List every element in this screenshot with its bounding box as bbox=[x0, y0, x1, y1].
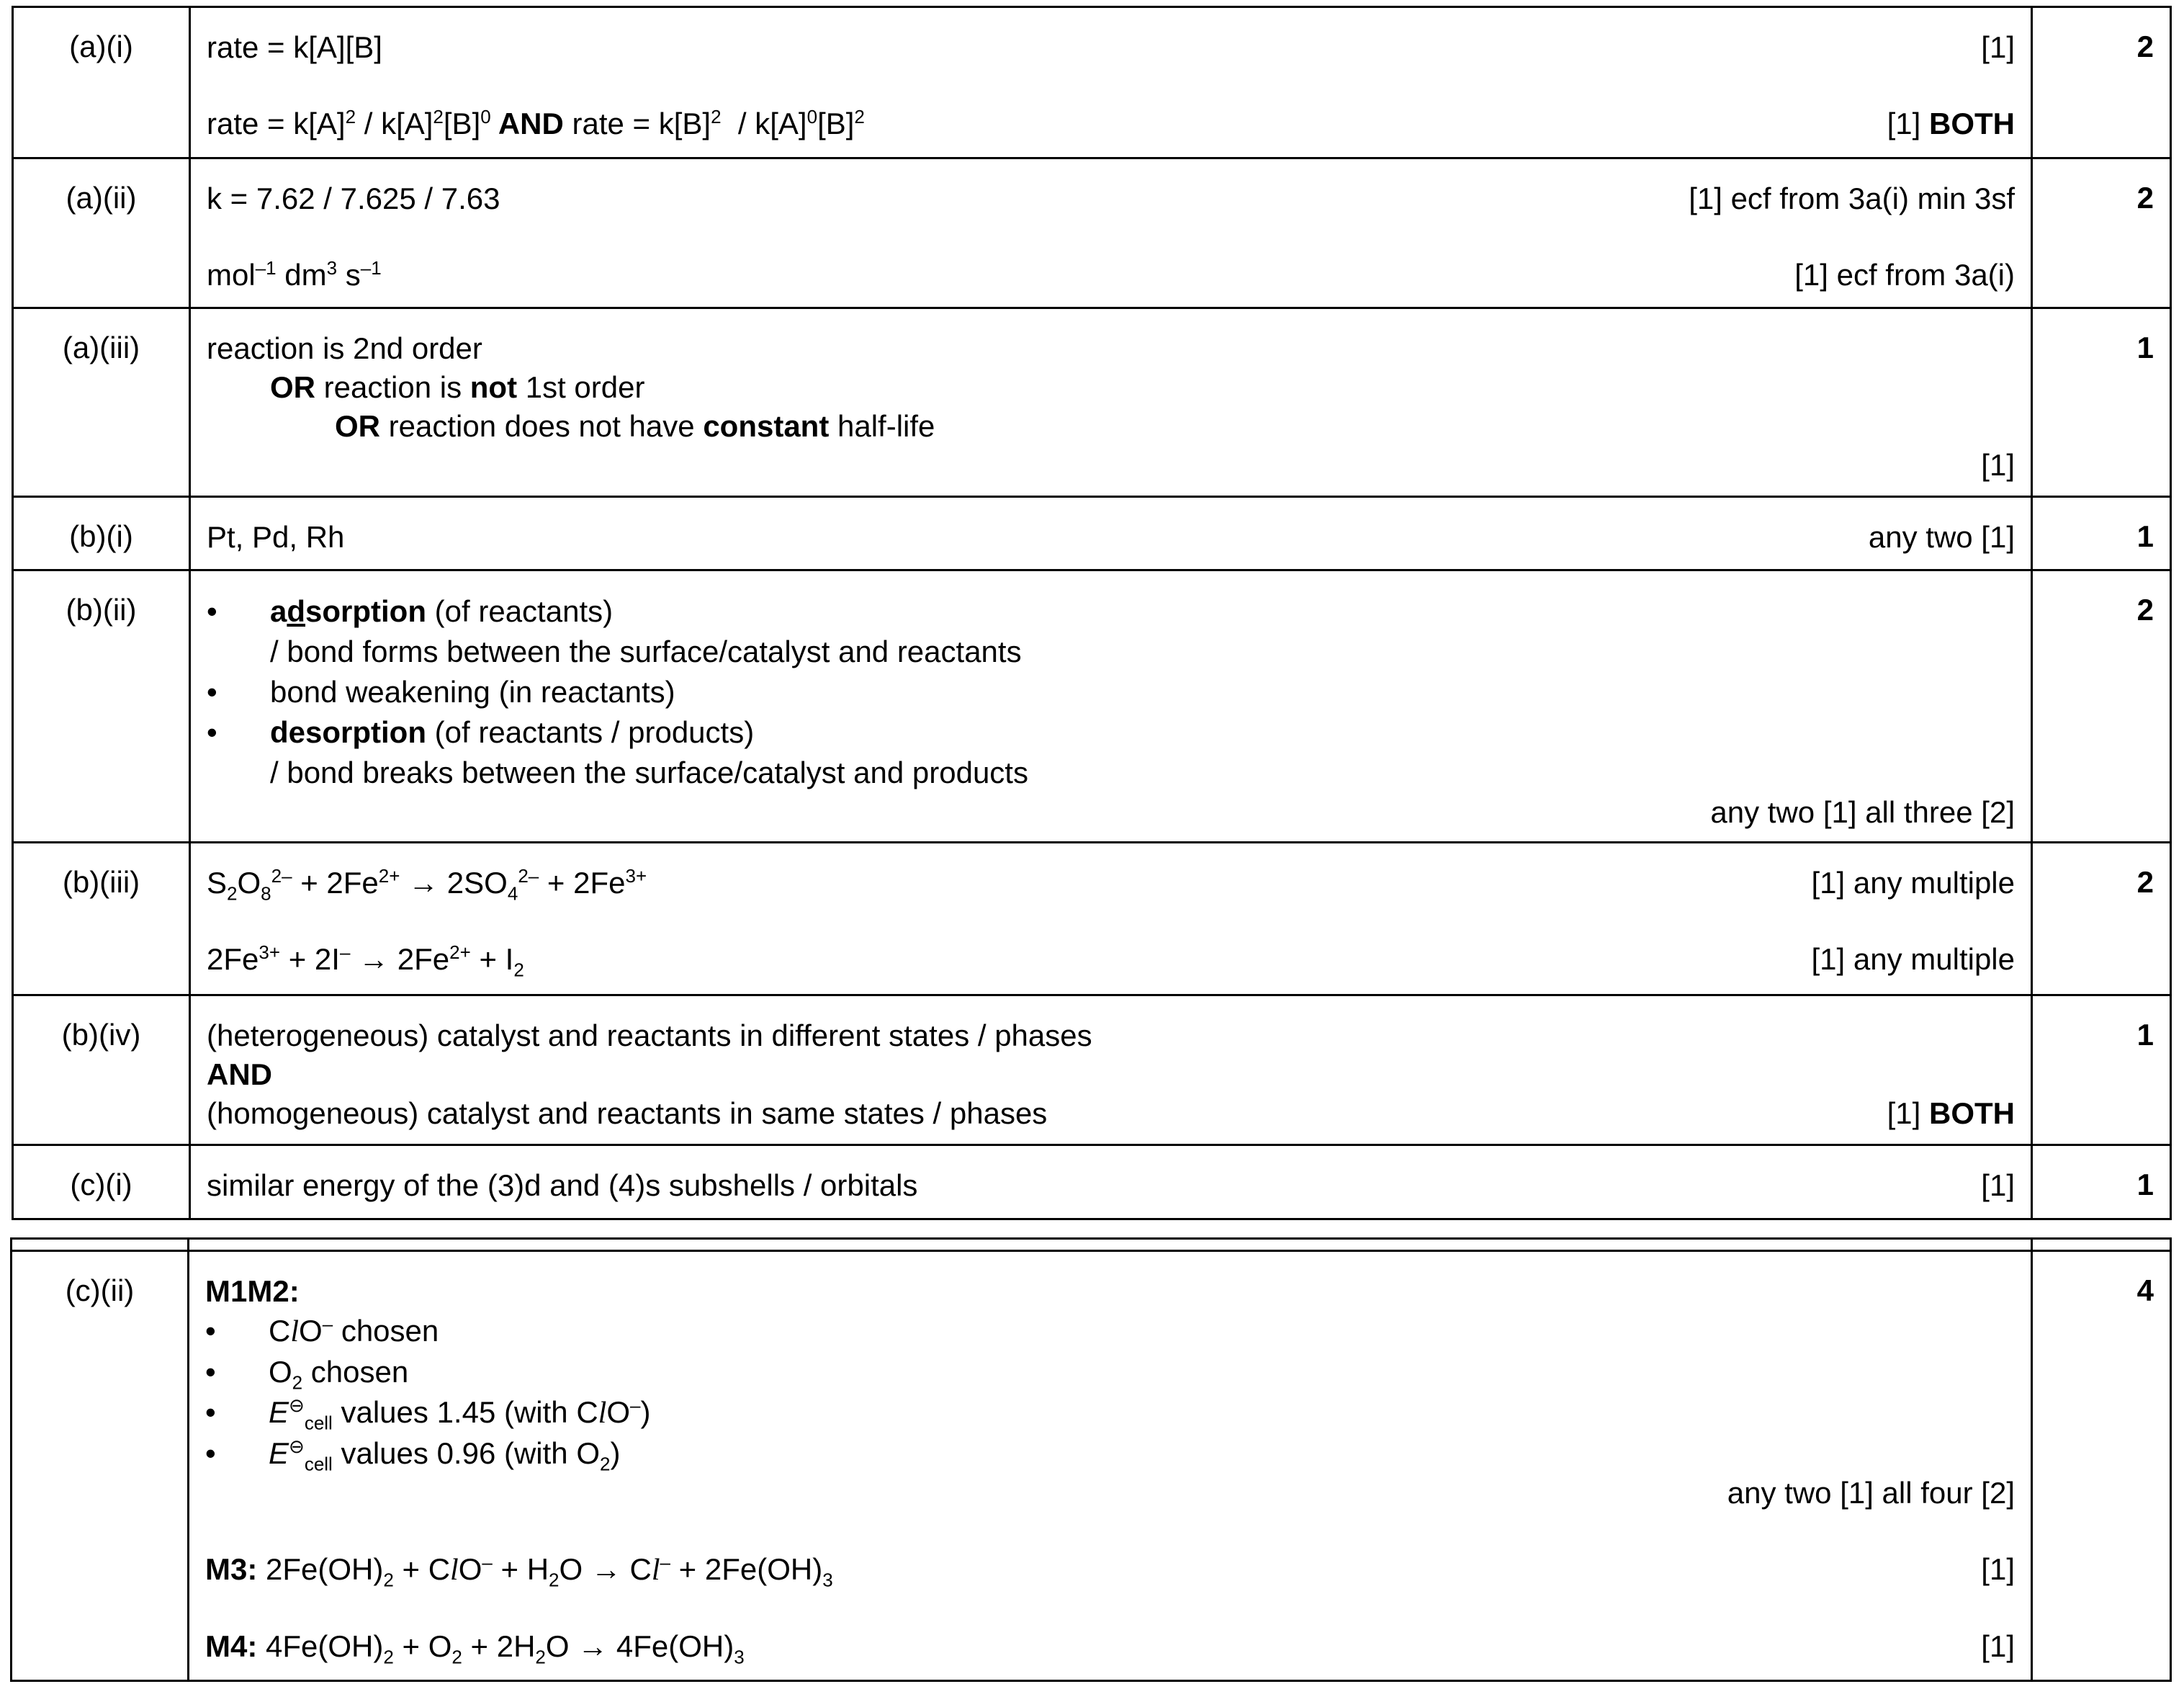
answer-text: / bond forms between the surface/catalyst and reactants bbox=[270, 635, 1022, 668]
marks-note: [1] bbox=[1981, 1552, 2015, 1586]
marks-note: [1] bbox=[1981, 448, 2015, 482]
answer-cell bbox=[191, 309, 2033, 496]
answer-cell bbox=[191, 498, 2033, 569]
answer-cell bbox=[191, 8, 2033, 157]
answer-text: (heterogeneous) catalyst and reactants in different states / phases bbox=[207, 1018, 1092, 1052]
question-number: (a)(iii) bbox=[14, 309, 191, 496]
answer-cell bbox=[191, 571, 2033, 841]
question-number: (a)(ii) bbox=[14, 159, 191, 307]
total-marks: 2 bbox=[2136, 593, 2154, 627]
answer-text: OR reaction is not 1st order bbox=[270, 370, 645, 404]
answer-text: mol$^{-1}$ $dm^3$ $s^{-1}$ bbox=[207, 257, 382, 292]
answer-heading: M1M2: bbox=[205, 1274, 300, 1308]
answer-text: AND bbox=[207, 1057, 272, 1091]
list-item: • $O_2$ chosen bbox=[205, 1355, 409, 1394]
mark-scheme-table-1 bbox=[12, 6, 2172, 1220]
marks-note: [1] BOTH bbox=[1887, 1096, 2015, 1130]
table-row bbox=[14, 309, 2170, 498]
total-marks: 1 bbox=[2136, 1168, 2154, 1201]
question-number: (c)(ii) bbox=[12, 1252, 189, 1680]
answer-cell bbox=[191, 159, 2033, 307]
marks-note: any two [1] all four [2] bbox=[1727, 1476, 2015, 1510]
total-marks: 1 bbox=[2136, 519, 2154, 553]
list-item: • desorption (of reactants / products) bbox=[207, 715, 755, 749]
answer-text: k = 7.62 / 7.625 / 7.63 bbox=[207, 182, 500, 215]
question-number: (b)(ii) bbox=[14, 571, 191, 841]
total-marks: 2 bbox=[2136, 30, 2154, 63]
list-item: • $E^⊖_{cell}$ values 1.45 (with ClO–) bbox=[205, 1394, 651, 1434]
total-marks: 2 bbox=[2136, 181, 2154, 215]
equation: $S_2O_8^{2-} + 2Fe^{2+} \to 2SO_4^{2-} + 2Fe^{3+}$ bbox=[207, 865, 647, 905]
marks-note: [1] ecf from 3a(i) min 3sf bbox=[1689, 182, 2015, 215]
marks-note: [1] any multiple bbox=[1811, 866, 2015, 900]
table-row bbox=[14, 996, 2170, 1146]
marks-note: [1] bbox=[1981, 30, 2015, 64]
table-row bbox=[12, 1252, 2170, 1680]
table-row bbox=[14, 843, 2170, 996]
answer-text: rate = $k[A]^2 / k[A]^2[B]^0$ AND rate = $k[B]^2 / k[A]^0[B]^2$ bbox=[207, 106, 865, 140]
marks-note: any two [1] bbox=[1868, 520, 2015, 554]
marks-note: [1] bbox=[1981, 1629, 2015, 1663]
answer-text: OR reaction does not have constant half-life bbox=[335, 409, 935, 443]
question-number: (b)(i) bbox=[14, 498, 191, 569]
total-marks: 1 bbox=[2136, 1018, 2154, 1052]
answer-text: reaction is 2nd order bbox=[207, 331, 482, 365]
table-row bbox=[14, 159, 2170, 309]
answer-cell bbox=[191, 1146, 2033, 1218]
list-item: • adsorption (of reactants) bbox=[207, 594, 614, 628]
table-row bbox=[14, 571, 2170, 843]
answer-text: (homogeneous) catalyst and reactants in same states / phases bbox=[207, 1096, 1048, 1130]
list-item: • bond weakening (in reactants) bbox=[207, 675, 675, 709]
marks-note: [1] bbox=[1981, 1168, 2015, 1202]
list-item: • $E^⊖_{cell}$ values 0.96 (with $O_2$) bbox=[205, 1436, 621, 1475]
answer-text: Pt, Pd, Rh bbox=[207, 520, 345, 554]
equation: $2Fe^{3+} + 2I^- \to 2Fe^{2+} + I_2$ bbox=[207, 941, 524, 981]
table-row bbox=[14, 8, 2170, 159]
answer-text: / bond breaks between the surface/catalyst and products bbox=[270, 756, 1028, 789]
table-row bbox=[14, 498, 2170, 571]
total-marks: 4 bbox=[2136, 1273, 2154, 1307]
table-row bbox=[14, 1146, 2170, 1218]
marks-note: [1] any multiple bbox=[1811, 942, 2015, 976]
equation: M3: $2Fe(OH)_2 + ClO^- + H_2O \to Cl^- + 2Fe(OH)_3$ bbox=[205, 1551, 833, 1591]
marks-note: [1] BOTH bbox=[1887, 107, 2015, 140]
question-number: (c)(i) bbox=[14, 1146, 191, 1218]
question-number: (b)(iii) bbox=[14, 843, 191, 994]
answer-text: similar energy of the (3)d and (4)s subshells / orbitals bbox=[207, 1168, 918, 1202]
list-item: • ClO– chosen bbox=[205, 1313, 439, 1348]
total-marks: 1 bbox=[2136, 331, 2154, 364]
table-header-strip bbox=[12, 1240, 2170, 1252]
total-marks: 2 bbox=[2136, 865, 2154, 899]
equation: M4: $4Fe(OH)_2 + O_2 + 2H_2O \to 4Fe(OH)_3$ bbox=[205, 1629, 745, 1668]
answer-cell bbox=[191, 843, 2033, 994]
answer-cell bbox=[191, 996, 2033, 1144]
marks-note: any two [1] all three [2] bbox=[1710, 795, 2015, 829]
marks-note: [1] ecf from 3a(i) bbox=[1794, 258, 2015, 292]
question-number: (b)(iv) bbox=[14, 996, 191, 1144]
question-number: (a)(i) bbox=[14, 8, 191, 157]
mark-scheme-table-2 bbox=[10, 1237, 2172, 1682]
answer-text: rate = k[A][B] bbox=[207, 30, 382, 64]
answer-cell bbox=[189, 1252, 2033, 1680]
